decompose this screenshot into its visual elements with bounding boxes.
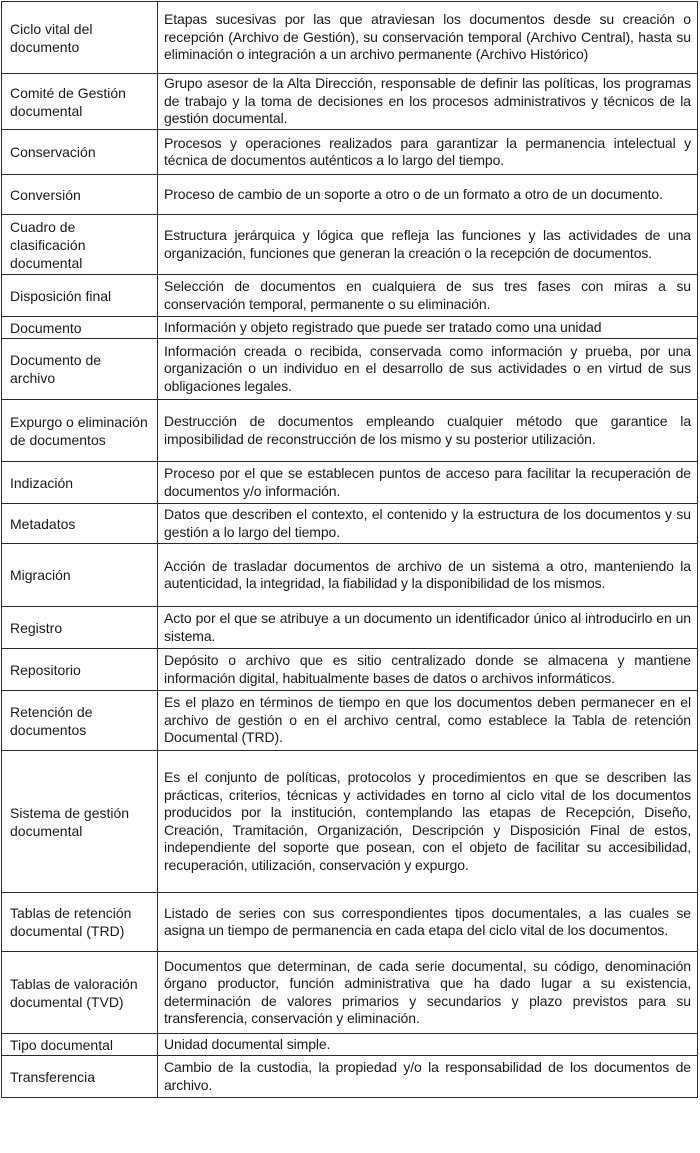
term-cell: Tipo documental — [2, 1034, 158, 1056]
table-row — [2, 1034, 698, 1056]
term-cell: Registro — [2, 607, 158, 649]
term-cell: Documento — [2, 317, 158, 339]
term-cell: Repositorio — [2, 649, 158, 691]
definition-cell: Selección de documentos en cualquiera de sus tres fases con miras a su conservación temporal, permanente o su eliminación. — [158, 275, 698, 317]
definition-cell: Es el plazo en términos de tiempo en que los documentos deben permanecer en el archivo de gestión o en el archivo central, como establece la Tabla de retención Documental (TRD). — [158, 691, 698, 751]
definition-cell: Destrucción de documentos empleando cualquier método que garantice la imposibilidad de reconstrucción de los mismo y su posterior utilización. — [158, 400, 698, 462]
definition-cell: Información y objeto registrado que puede ser tratado como una unidad — [158, 317, 698, 339]
table-row — [2, 544, 698, 607]
table-row — [2, 400, 698, 462]
definition-cell: Acto por el que se atribuye a un documento un identificador único al introducirlo en un sistema. — [158, 607, 698, 649]
term-cell: Transferencia — [2, 1056, 158, 1098]
definition-cell: Etapas sucesivas por las que atraviesan los documentos desde su creación o recepción (Archivo de Gestión), su conservación temporal (Archivo Central), hasta su eliminación o integración a un archivo permanente (Archivo Histórico) — [158, 2, 698, 74]
definition-cell: Proceso por el que se establecen puntos de acceso para facilitar la recuperación de documentos y/o información. — [158, 462, 698, 504]
table-row — [2, 339, 698, 400]
table-row — [2, 607, 698, 649]
table-row — [2, 2, 698, 74]
definition-cell: Procesos y operaciones realizados para garantizar la permanencia intelectual y técnica de documentos auténticos a lo largo del tiempo. — [158, 130, 698, 175]
term-cell: Sistema de gestión documental — [2, 751, 158, 893]
term-cell: Disposición final — [2, 275, 158, 317]
term-cell: Indización — [2, 462, 158, 504]
definition-cell: Estructura jerárquica y lógica que refleja las funciones y las actividades de una organización, funciones que generan la creación o la recepción de documentos. — [158, 215, 698, 275]
term-cell: Migración — [2, 544, 158, 607]
term-cell: Tablas de valoración documental (TVD) — [2, 952, 158, 1034]
term-cell: Cuadro de clasificación documental — [2, 215, 158, 275]
term-cell: Metadatos — [2, 504, 158, 544]
term-cell: Expurgo o eliminación de documentos — [2, 400, 158, 462]
table-row — [2, 1056, 698, 1098]
table-row — [2, 462, 698, 504]
definition-cell: Documentos que determinan, de cada serie documental, su código, denominación órgano productor, función administrativa que ha dado lugar a su existencia, determinación de valores primarios y secundarios y plazo previstos para su transferencia, conservación y eliminación. — [158, 952, 698, 1034]
term-cell: Ciclo vital del documento — [2, 2, 158, 74]
definition-cell: Acción de trasladar documentos de archivo de un sistema a otro, manteniendo la autenticidad, la integridad, la fiabilidad y la disponibilidad de los mismos. — [158, 544, 698, 607]
definition-cell: Cambio de la custodia, la propiedad y/o la responsabilidad de los documentos de archivo. — [158, 1056, 698, 1098]
term-cell: Retención de documentos — [2, 691, 158, 751]
term-cell: Conversión — [2, 175, 158, 215]
table-row — [2, 504, 698, 544]
definition-cell: Datos que describen el contexto, el contenido y la estructura de los documentos y su gestión a lo largo del tiempo. — [158, 504, 698, 544]
term-cell: Tablas de retención documental (TRD) — [2, 893, 158, 952]
table-row — [2, 317, 698, 339]
glossary-table — [1, 1, 698, 1098]
definition-cell: Listado de series con sus correspondientes tipos documentales, a las cuales se asigna un tiempo de permanencia en cada etapa del ciclo vital de los documentos. — [158, 893, 698, 952]
table-row — [2, 649, 698, 691]
table-row — [2, 893, 698, 952]
term-cell: Documento de archivo — [2, 339, 158, 400]
table-row — [2, 74, 698, 130]
definition-cell: Depósito o archivo que es sitio centralizado donde se almacena y mantiene información digital, habitualmente bases de datos o archivos informáticos. — [158, 649, 698, 691]
table-row — [2, 275, 698, 317]
definition-cell: Unidad documental simple. — [158, 1034, 698, 1056]
definition-cell: Información creada o recibida, conservada como información y prueba, por una organización o un individuo en el desarrollo de sus actividades o en virtud de sus obligaciones legales. — [158, 339, 698, 400]
table-row — [2, 130, 698, 175]
definition-cell: Es el conjunto de políticas, protocolos y procedimientos en que se describen las prácticas, criterios, técnicas y actividades en torno al ciclo vital de los documentos producidos por la institución, contemplando las etapas de Recepción, Diseño, Creación, Tramitación, Organización, Descripción y Disposición Final de estos, independiente del soporte que posean, con el objeto de facilitar su accesibilidad, recuperación, utilización, conservación y expurgo. — [158, 751, 698, 893]
table-row — [2, 691, 698, 751]
definition-cell: Grupo asesor de la Alta Dirección, responsable de definir las políticas, los programas de trabajo y la toma de decisiones en los procesos administrativos y técnicos de la gestión documental. — [158, 74, 698, 130]
table-row — [2, 952, 698, 1034]
term-cell: Comité de Gestión documental — [2, 74, 158, 130]
table-row — [2, 751, 698, 893]
definition-cell: Proceso de cambio de un soporte a otro o de un formato a otro de un documento. — [158, 175, 698, 215]
term-cell: Conservación — [2, 130, 158, 175]
table-row — [2, 215, 698, 275]
table-row — [2, 175, 698, 215]
